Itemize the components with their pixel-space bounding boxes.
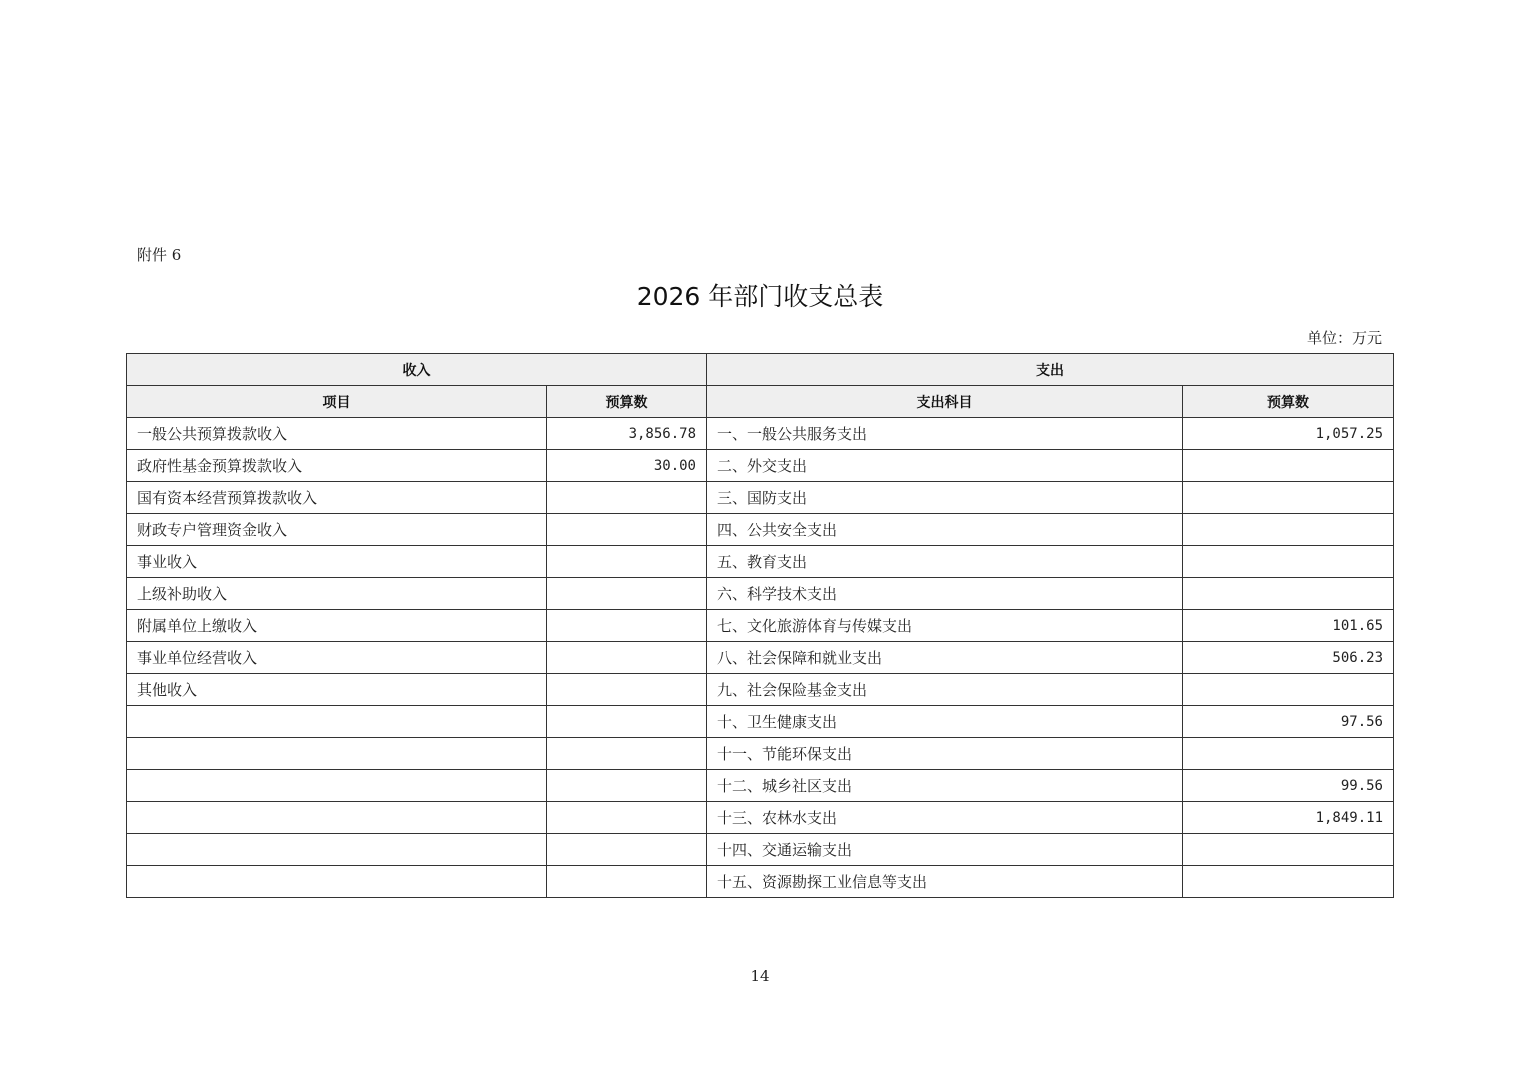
expense-amount-cell (1183, 674, 1394, 706)
expense-item-cell: 七、文化旅游体育与传媒支出 (707, 610, 1183, 642)
income-item-cell (127, 706, 547, 738)
income-item-cell: 附属单位上缴收入 (127, 610, 547, 642)
group-header-row (127, 354, 1394, 386)
income-amount-cell (547, 642, 707, 674)
expense-item-cell: 四、公共安全支出 (707, 514, 1183, 546)
income-amount-cell (547, 770, 707, 802)
table-row (127, 482, 1394, 514)
table-row (127, 642, 1394, 674)
income-item-cell (127, 738, 547, 770)
income-amount-cell (547, 802, 707, 834)
income-amount-cell (547, 706, 707, 738)
expense-item-cell: 十四、交通运输支出 (707, 834, 1183, 866)
income-item-cell: 财政专户管理资金收入 (127, 514, 547, 546)
expense-item-cell: 八、社会保障和就业支出 (707, 642, 1183, 674)
income-amount-cell (547, 834, 707, 866)
expense-amount-cell (1183, 738, 1394, 770)
income-amount-cell (547, 738, 707, 770)
table-row (127, 738, 1394, 770)
expense-amount-cell: 506.23 (1183, 642, 1394, 674)
column-header-row (127, 386, 1394, 418)
table-row (127, 674, 1394, 706)
income-item-cell: 政府性基金预算拨款收入 (127, 450, 547, 482)
expense-amount-cell (1183, 546, 1394, 578)
table-row (127, 418, 1394, 450)
table-row (127, 610, 1394, 642)
expense-item-header: 支出科目 (707, 386, 1183, 418)
expense-amount-cell: 1,057.25 (1183, 418, 1394, 450)
table-row (127, 546, 1394, 578)
expense-amount-cell (1183, 834, 1394, 866)
expense-item-cell: 一、一般公共服务支出 (707, 418, 1183, 450)
expense-amount-cell (1183, 482, 1394, 514)
income-amount-cell: 30.00 (547, 450, 707, 482)
expense-amount-cell (1183, 578, 1394, 610)
expense-amount-cell: 101.65 (1183, 610, 1394, 642)
attachment-label: 附件 6 (137, 246, 182, 264)
expense-amount-cell: 1,849.11 (1183, 802, 1394, 834)
table-row (127, 834, 1394, 866)
budget-table-body (127, 418, 1394, 898)
expense-amount-cell (1183, 450, 1394, 482)
unit-label: 单位：万元 (1306, 329, 1382, 347)
expense-item-cell: 九、社会保险基金支出 (707, 674, 1183, 706)
table-row (127, 514, 1394, 546)
expense-item-cell: 十、卫生健康支出 (707, 706, 1183, 738)
table-row (127, 706, 1394, 738)
expense-item-cell: 十三、农林水支出 (707, 802, 1183, 834)
table-row (127, 770, 1394, 802)
income-amount-cell (547, 674, 707, 706)
income-item-cell (127, 770, 547, 802)
expense-group-header: 支出 (707, 354, 1394, 386)
income-amount-cell (547, 578, 707, 610)
income-item-header: 项目 (127, 386, 547, 418)
income-amount-cell (547, 610, 707, 642)
table-row (127, 578, 1394, 610)
page-number: 14 (750, 967, 770, 985)
income-amount-cell (547, 546, 707, 578)
expense-amount-cell (1183, 866, 1394, 898)
table-row (127, 866, 1394, 898)
income-amount-cell: 3,856.78 (547, 418, 707, 450)
expense-item-cell: 六、科学技术支出 (707, 578, 1183, 610)
expense-item-cell: 二、外交支出 (707, 450, 1183, 482)
income-amount-cell (547, 514, 707, 546)
table-row (127, 802, 1394, 834)
page-title: 2026 年部门收支总表 (636, 282, 884, 311)
income-item-cell: 国有资本经营预算拨款收入 (127, 482, 547, 514)
income-item-cell: 上级补助收入 (127, 578, 547, 610)
income-item-cell: 其他收入 (127, 674, 547, 706)
expense-item-cell: 十二、城乡社区支出 (707, 770, 1183, 802)
income-item-cell (127, 802, 547, 834)
income-amount-cell (547, 866, 707, 898)
income-item-cell: 事业单位经营收入 (127, 642, 547, 674)
expense-amount-cell: 99.56 (1183, 770, 1394, 802)
income-item-cell (127, 866, 547, 898)
table-row (127, 450, 1394, 482)
income-item-cell: 一般公共预算拨款收入 (127, 418, 547, 450)
expense-item-cell: 五、教育支出 (707, 546, 1183, 578)
expense-item-cell: 十五、资源勘探工业信息等支出 (707, 866, 1183, 898)
income-amount-header: 预算数 (547, 386, 707, 418)
expense-item-cell: 十一、节能环保支出 (707, 738, 1183, 770)
income-group-header: 收入 (127, 354, 707, 386)
expense-amount-header: 预算数 (1183, 386, 1394, 418)
income-item-cell: 事业收入 (127, 546, 547, 578)
expense-item-cell: 三、国防支出 (707, 482, 1183, 514)
expense-amount-cell (1183, 514, 1394, 546)
income-amount-cell (547, 482, 707, 514)
expense-amount-cell: 97.56 (1183, 706, 1394, 738)
budget-summary-table (126, 353, 1394, 898)
income-item-cell (127, 834, 547, 866)
